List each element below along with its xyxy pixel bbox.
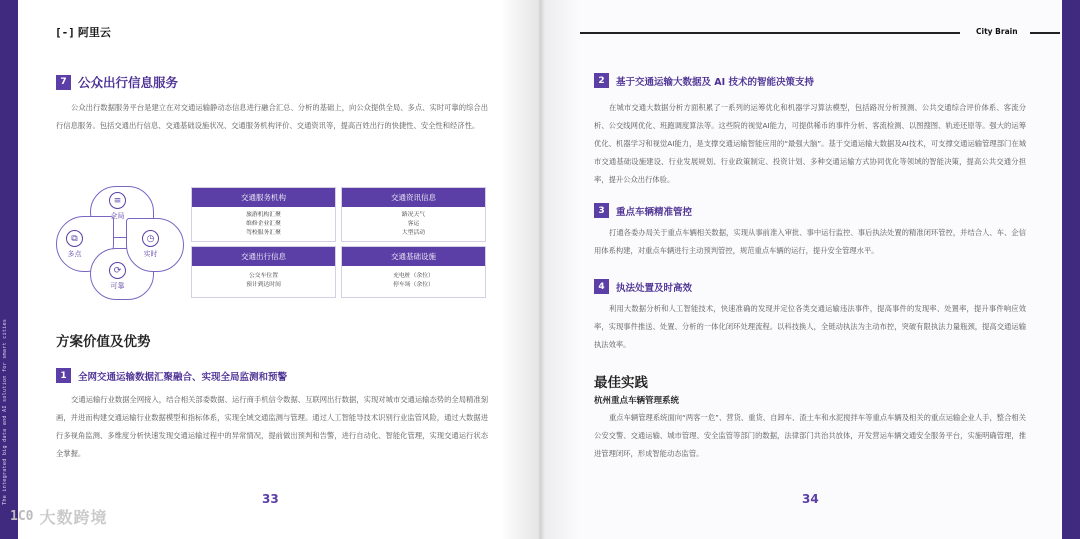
diagram-node-label: 全局 <box>110 212 125 220</box>
diagram-node-label: 多点 <box>67 250 82 258</box>
info-box-line: 驾校服务汇聚 <box>246 230 281 236</box>
header-rule <box>580 32 960 34</box>
sliders-icon: ≡ <box>109 192 126 209</box>
info-box-line: 充电桩（余位） <box>393 273 434 279</box>
diagram-node-multipoint <box>66 230 83 259</box>
info-box-news <box>341 187 486 242</box>
info-box-line: 维修企业汇聚 <box>246 221 281 227</box>
section-1-heading <box>56 368 287 383</box>
section-title: 公众出行信息服务 <box>78 75 179 90</box>
section-title: 执法处置及时高效 <box>616 282 693 294</box>
section-number-badge: 1 <box>56 368 71 383</box>
section-1-paragraph: 交通运输行业数据全网接入，结合相关部委数据、运行商手机信令数据、互联网出行数据，实现对城市交通运输态势的全局精准刻画，并进而构建交通运输行业数据模型和指标体系，实现全域交通监测与管理。通过人工智能导技术识别行业监管风险，通过大数据进行多视角监测、多维度分析快速发现交通运输过程中的异常情况，提前做出预判和告警，进行自动化、智能化管理，实现交通运行状态全掌握。 <box>56 395 488 458</box>
side-vertical-text: The integrated big data and AI solution for smart cities <box>2 318 8 505</box>
diagram-node-label: 实时 <box>143 250 158 258</box>
section-4-paragraph: 利用大数据分析和人工智能技术，快速准确的发现并定位各类交通运输违法事件，提高事件的发现率、处置率，提升事件响应效率，实现事件推送、处置、分析的一体化闭环处理流程。以科技换人，全链动执法为主动布控，突破有限执法力量瓶颈，提高交通运输执法效率。 <box>594 304 1026 349</box>
section-number-badge: 4 <box>594 279 609 294</box>
info-box-travel <box>191 246 336 298</box>
section-number-badge: 3 <box>594 203 609 218</box>
info-box-service-orgs <box>191 187 336 242</box>
section-number-badge: 7 <box>56 75 71 90</box>
info-box-title: 交通资讯信息 <box>342 188 485 207</box>
section-number-badge: 2 <box>594 73 609 88</box>
section-title: 重点车辆精准管控 <box>616 206 693 218</box>
clock-icon: ◷ <box>142 230 159 247</box>
header-rule <box>1030 32 1060 34</box>
section-3-paragraph: 打通各委办局关于重点车辆相关数据，实现从事前准入审批、事中运行监控、事后执法处置的精准闭环管控，并结合人、车、企信用体系构建，对重点车辆进行主动预判管控，规范重点车辆的运行，提升安全管理水平。 <box>594 228 1026 255</box>
info-box-line: 停车场（余位） <box>393 282 434 288</box>
info-box-line: 客运 <box>407 221 420 227</box>
section-title: 基于交通运输大数据及 AI 技术的智能决策支持 <box>616 76 815 88</box>
diagram-node-label: 可靠 <box>110 282 125 290</box>
section-3-heading <box>594 203 692 218</box>
page-number-left: 33 <box>262 492 279 506</box>
watermark-logo-icon: 1C0 <box>10 509 34 524</box>
watermark-text: 大数跨境 <box>39 508 108 527</box>
info-box-line: 大型活动 <box>401 230 426 236</box>
info-box-title: 交通基础设施 <box>342 247 485 266</box>
section-7-heading <box>56 73 178 91</box>
aliyun-logo-text: 阿里云 <box>77 26 111 39</box>
section-7-paragraph: 公众出行数据服务平台是建立在对交通运输静动态信息进行融合汇总、分析的基础上，向公众提供全局、多点、实时可靠的综合出行信息服务。包括交通出行信息、交通基础设施状况、交通服务机构评价、交通资讯等，提高百姓出行的快捷性、安全性和经济性。 <box>56 103 488 130</box>
info-box-title: 交通出行信息 <box>192 247 335 266</box>
city-brain-brand: City Brain <box>976 27 1018 36</box>
diagram-node-reliable <box>109 262 126 291</box>
info-box-line: 路况天气 <box>401 212 426 218</box>
aliyun-logo-icon: [-] <box>55 25 75 39</box>
best-practice-heading: 最佳实践 <box>594 375 648 391</box>
section-4-heading <box>594 279 692 294</box>
refresh-icon: ⟳ <box>109 262 126 279</box>
right-side-band <box>1062 0 1080 539</box>
case-study-title: 杭州重点车辆管理系统 <box>594 396 680 406</box>
page-number-right: 34 <box>802 492 819 506</box>
solution-value-heading: 方案价值及优势 <box>56 334 151 350</box>
watermark <box>10 505 108 528</box>
info-box-line: 预计到达时间 <box>246 282 281 288</box>
diagram-node-realtime <box>142 230 159 259</box>
diagram-node-global <box>109 192 126 221</box>
section-2-paragraph: 在城市交通大数据分析方面积累了一系列的运筹优化和机器学习算法模型，包括路况分析预测、公共交通综合评价体系、客流分析、公交线网优化、班跑调度算法等。这些院的视觉AI能力，可提供稀币的事件分析、客流检测、以图搜图、轨迹还原等。强大的运筹优化、机器学习和视觉AI能力，是支撑交通运输智能应用的“最强大脑”。基于交通运输大数据及AI技术，可支撑交通运输管理部门在城市交通基础设施建设、行业发展规划、行业政策制定、投资计划、多种交通运输方式协同优化等领域的智能决策，提高公共交通分担率，提升公众出行体验。 <box>594 103 1026 184</box>
info-box-title: 交通服务机构 <box>192 188 335 207</box>
section-title: 全网交通运输数据汇聚融合、实现全局监测和预警 <box>78 371 288 383</box>
info-box-infrastructure <box>341 246 486 298</box>
four-features-diagram <box>56 186 188 300</box>
section-2-heading <box>594 73 814 88</box>
aliyun-logo <box>55 24 111 40</box>
case-study-paragraph: 重点车辆管理系统面向“两客一危”、营货、重货、自卸车、渣土车和水泥搅拌车等重点车辆及相关的重点运输企业人手，整合相关公安交警、交通运输、城市管理、安全监管等部门的数据，法律部门共治共放体，开发营运车辆交通安全服务平台，实施明确管理，推进管理闭环，形成智能动态监管。 <box>594 413 1026 458</box>
info-box-line: 公交车位置 <box>249 273 278 279</box>
info-box-line: 旅游机构汇聚 <box>246 212 281 218</box>
layers-icon: ⧉ <box>66 230 83 247</box>
